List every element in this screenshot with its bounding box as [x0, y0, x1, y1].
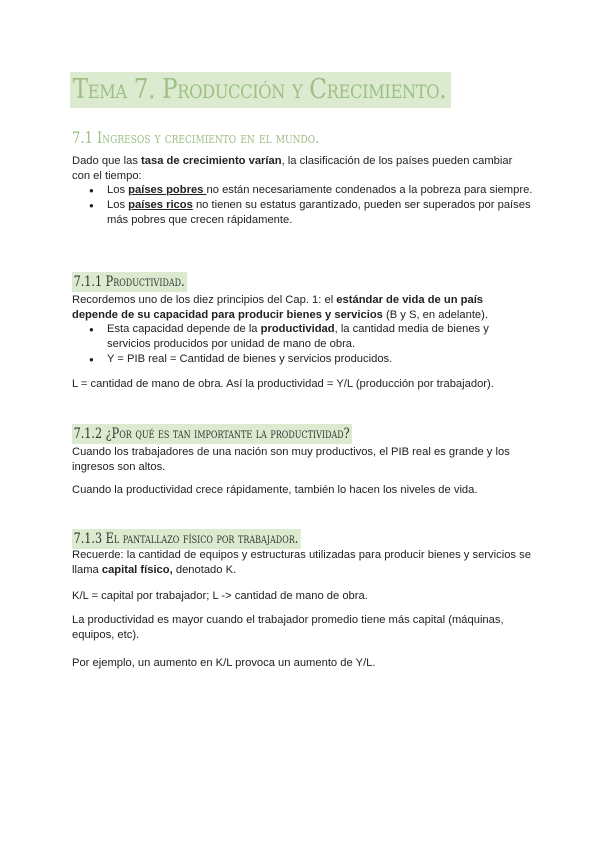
text-run: , la cantidad media de bienes y servicios producidos por unidad de mano de obra.: [107, 323, 489, 350]
bullet-list-7-1: [72, 183, 534, 228]
text-run: Dado que las: [72, 155, 142, 167]
text-run: no tienen su estatus garantizado, pueden ser superados por países más pobres que crecen rápidamente.: [107, 199, 531, 226]
bullet-list-7-1-1: [72, 322, 534, 367]
text-run: Recuerde: la cantidad de equipos y estructuras utilizadas para producir bienes y servicios se llama: [72, 549, 531, 576]
list-item: [72, 322, 534, 352]
paragraph-7-1-3-a: [72, 548, 534, 578]
text-run: Los: [107, 184, 129, 196]
section-heading-7-1-1: 7.1.1 Productividad.: [72, 272, 187, 292]
bold-text: estándar de vida de un país depende de su capacidad para producir bienes y servicios: [72, 294, 484, 321]
text-run: Los: [107, 199, 129, 211]
paragraph-7-1-2-a: Cuando los trabajadores de una nación son muy productivos, el PIB real es grande y los ingresos son altos.: [72, 446, 510, 473]
paragraph-productivity-formula: L = cantidad de mano de obra. Así la productividad = Y/L (producción por trabajador).: [72, 378, 494, 390]
paragraph-7-1-intro: [72, 154, 532, 184]
bold-text: productividad: [260, 323, 335, 335]
section-heading-7-1-2: 7.1.2 ¿Por qué es tan importante la productividad?: [72, 424, 352, 444]
text-run: (B y S, en adelante).: [382, 309, 488, 321]
list-item: [72, 352, 534, 367]
paragraph-7-1-3-b: K/L = capital por trabajador; L -> cantidad de mano de obra.: [72, 590, 368, 602]
paragraph-7-1-1-intro: [72, 293, 532, 323]
paragraph-7-1-3-c: La productividad es mayor cuando el trabajador promedio tiene más capital (máquinas, equipos, etc).: [72, 614, 504, 641]
text-run: denotado K.: [172, 564, 237, 576]
paragraph-7-1-2-b: Cuando la productividad crece rápidamente, también lo hacen los niveles de vida.: [72, 484, 478, 496]
text-run: Esta capacidad depende de la: [107, 323, 261, 335]
page-title: Tema 7. Producción y Crecimiento.: [70, 72, 451, 108]
list-item: [72, 198, 534, 228]
text-run: , la clasificación de los países pueden cambiar con el tiempo:: [72, 155, 513, 182]
section-heading-7-1: 7.1 Ingresos y crecimiento en el mundo.: [72, 128, 320, 147]
text-run: Recordemos uno de los diez principios del Cap. 1: el: [72, 294, 337, 306]
underlined-bold-text: países ricos: [128, 199, 193, 211]
paragraph-7-1-3-d: Por ejemplo, un aumento en K/L provoca un aumento de Y/L.: [72, 657, 376, 669]
text-run: no están necesariamente condenados a la pobreza para siempre.: [206, 184, 533, 196]
bold-text: capital físico,: [101, 564, 173, 576]
list-item: [72, 183, 534, 198]
bold-text: tasa de crecimiento varían: [141, 155, 282, 167]
underlined-bold-text: países pobres: [128, 184, 207, 196]
text-run: Y = PIB real = Cantidad de bienes y servicios producidos.: [107, 353, 393, 365]
section-heading-7-1-3: 7.1.3 El pantallazo físico por trabajador.: [72, 529, 301, 549]
